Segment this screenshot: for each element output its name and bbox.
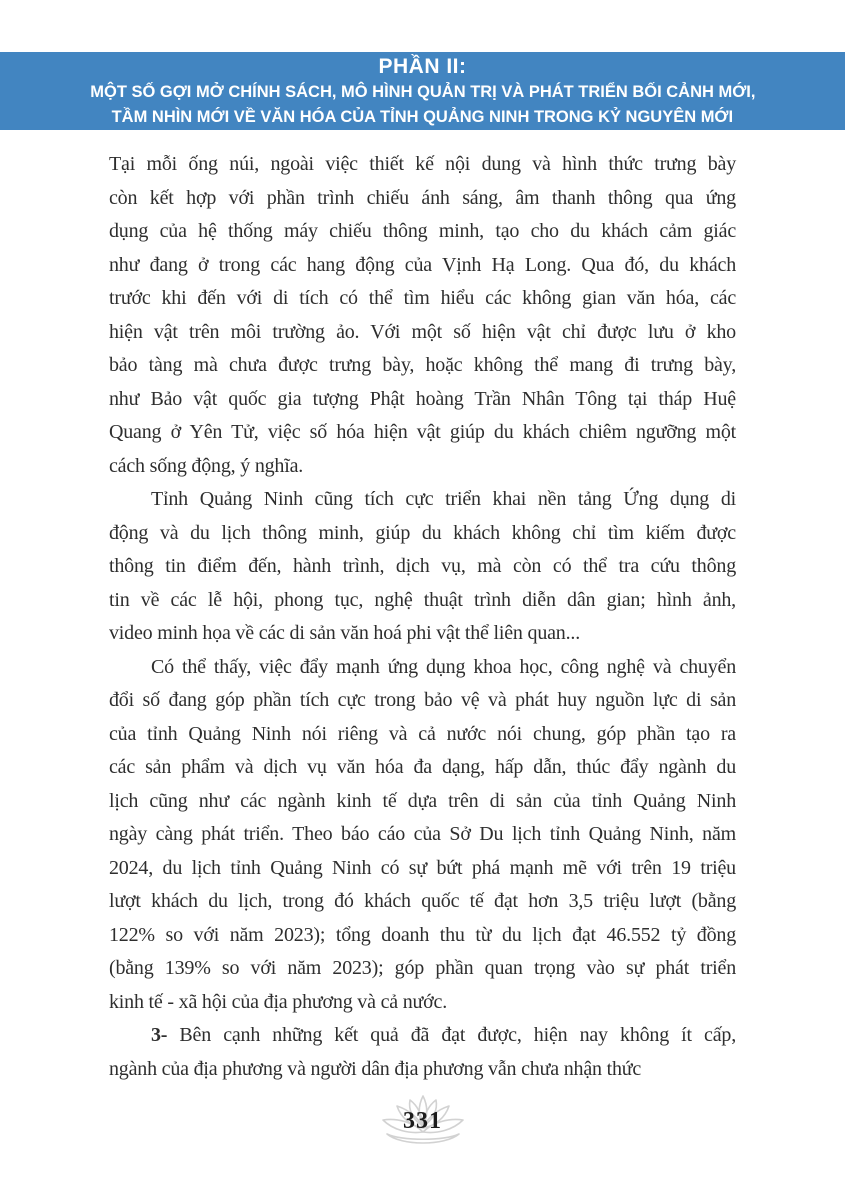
body-text-line: như đang ở trong các hang động của Vịnh Hạ Long. Qua đó, du khách	[109, 253, 736, 276]
body-text-line: lượt khách du lịch, trong đó khách quốc tế đạt hơn 3,5 triệu lượt (bằng	[109, 890, 736, 912]
body-text-line: bảo tàng mà chưa được trưng bày, hoặc không thể mang đi trưng bày,	[109, 354, 736, 376]
body-text-line: động và du lịch thông minh, giúp du khách không chỉ tìm kiếm được	[109, 521, 736, 544]
section-part-label: PHẦN II:	[378, 55, 467, 79]
body-text-line: Tỉnh Quảng Ninh cũng tích cực triển khai nền tảng Ứng dụng di	[151, 488, 736, 510]
body-text	[109, 148, 736, 1086]
body-text-line: video minh họa về các di sản văn hoá phi vật thể liên quan...	[109, 622, 580, 644]
page-footer	[0, 1094, 845, 1156]
body-text-line: Quang ở Yên Tử, việc số hóa hiện vật giúp du khách chiêm ngưỡng một	[109, 421, 736, 443]
section-subtitle-line1: MỘT SỐ GỢI MỞ CHÍNH SÁCH, MÔ HÌNH QUẢN TRỊ VÀ PHÁT TRIỂN BỐI CẢNH MỚI,	[89, 82, 756, 102]
page-number: 331	[403, 1108, 442, 1134]
body-text-line: 2024, du lịch tỉnh Quảng Ninh có sự bứt phá mạnh mẽ với trên 19 triệu	[109, 856, 736, 879]
body-text-line: như Bảo vật quốc gia tượng Phật hoàng Trần Nhân Tông tại tháp Huệ	[109, 387, 736, 410]
body-text-line: ngành của địa phương và người dân địa phương vẫn chưa nhận thức	[109, 1057, 642, 1080]
body-text-line: ngày càng phát triển. Theo báo cáo của Sở Du lịch tỉnh Quảng Ninh, năm	[109, 823, 736, 845]
body-text-line: Có thể thấy, việc đẩy mạnh ứng dụng khoa học, công nghệ và chuyển	[151, 655, 736, 678]
body-text-line: 3- Bên cạnh những kết quả đã đạt được, hiện nay không ít cấp,	[151, 1024, 736, 1046]
body-text-line: trước khi đến với di tích có thể tìm hiểu các không gian văn hóa, các	[109, 287, 736, 309]
body-text-line: các sản phẩm và dịch vụ văn hóa đa dạng, hấp dẫn, thúc đẩy ngành du	[109, 756, 736, 778]
body-text-line: (bằng 139% so với năm 2023); góp phần quan trọng vào sự phát triển	[109, 957, 736, 979]
body-text-line: dụng của hệ thống máy chiếu thông minh, tạo cho du khách cảm giác	[109, 220, 736, 242]
section-banner	[0, 52, 845, 130]
body-text-line: thông tin điểm đến, hành trình, dịch vụ, mà còn có thể tra cứu thông	[109, 555, 736, 577]
body-text-line: của tỉnh Quảng Ninh nói riêng và cả nước nói chung, góp phần tạo ra	[109, 722, 736, 745]
section-subtitle-line2: TẦM NHÌN MỚI VỀ VĂN HÓA CỦA TỈNH QUẢNG NINH TRONG KỶ NGUYÊN MỚI	[111, 106, 734, 126]
body-text-line: cách sống động, ý nghĩa.	[109, 454, 304, 477]
body-text-line: kinh tế - xã hội của địa phương và cả nước.	[109, 990, 448, 1013]
body-text-line: 122% so với năm 2023); tổng doanh thu từ du lịch đạt 46.552 tỷ đồng	[109, 923, 736, 946]
body-text-line: tin về các lễ hội, phong tục, nghệ thuật trình diễn dân gian; hình ảnh,	[109, 588, 736, 611]
body-text-line: hiện vật trên môi trường ảo. Với một số hiện vật chỉ được lưu ở kho	[109, 320, 736, 343]
body-text-line: đổi số đang góp phần tích cực trong bảo vệ và phát huy nguồn lực di sản	[109, 689, 736, 711]
body-text-line: Tại mỗi ống núi, ngoài việc thiết kế nội dung và hình thức trưng bày	[109, 153, 736, 175]
body-text-line: lịch cũng như các ngành kinh tế dựa trên di sản của tỉnh Quảng Ninh	[109, 789, 736, 812]
body-text-line: còn kết hợp với phần trình chiếu ánh sáng, âm thanh thông qua ứng	[109, 186, 736, 209]
